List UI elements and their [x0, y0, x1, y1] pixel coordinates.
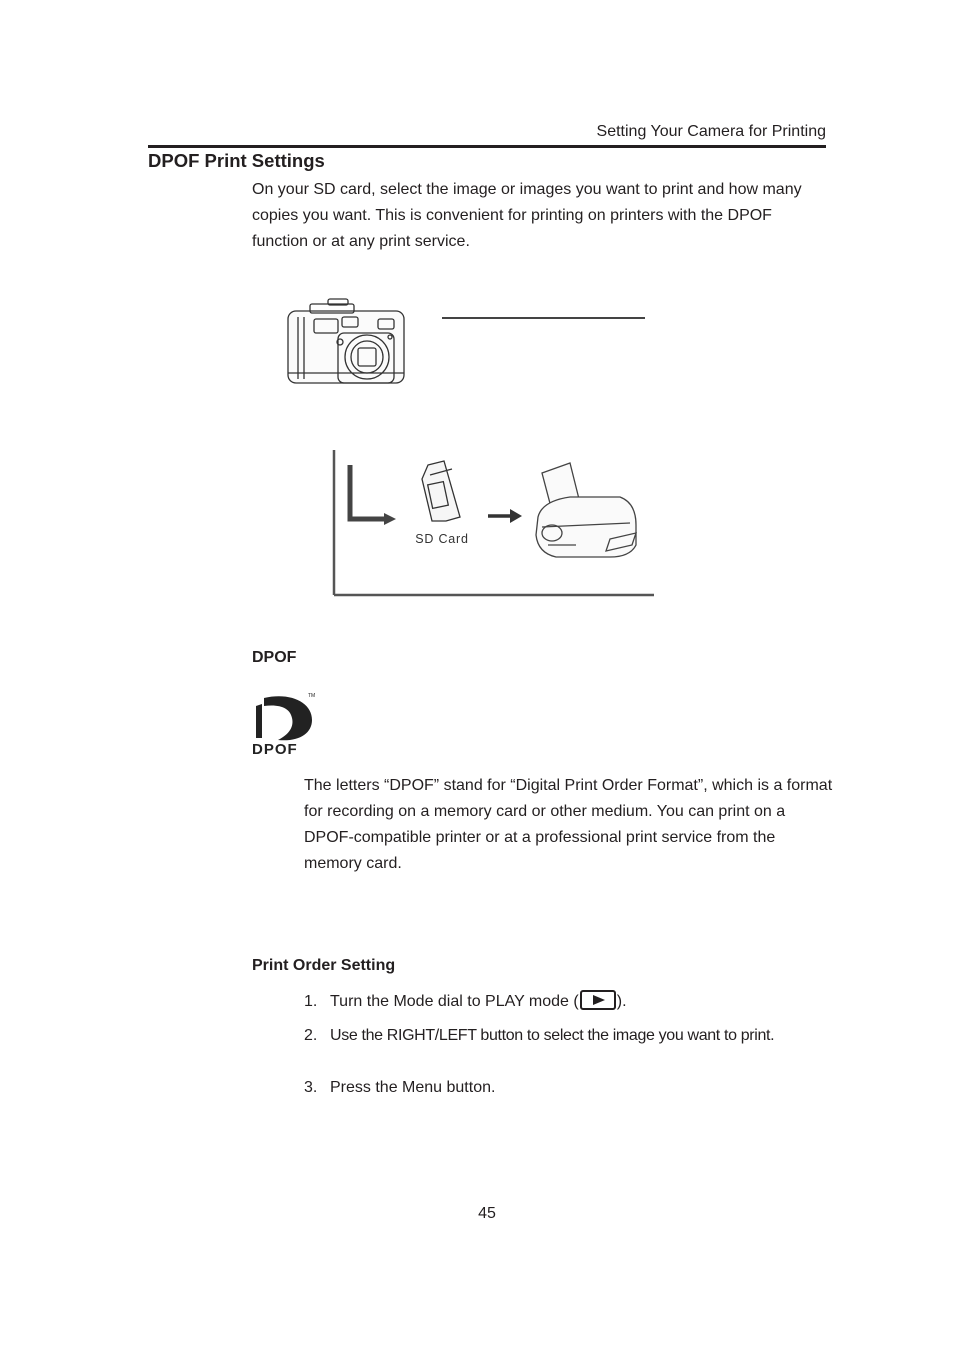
intro-paragraph: On your SD card, select the image or images you want to print and how many copies you want. This is convenient for printing on printers with the DPOF function or at any print service. [252, 181, 802, 250]
dpof-logo-text: DPOF [252, 741, 298, 758]
dpof-logo [250, 688, 316, 760]
step-text-end: ). [616, 993, 627, 1010]
sd-card-icon [422, 461, 460, 521]
arrow-right-icon [488, 509, 522, 523]
dpof-description: The letters “DPOF” stand for “Digital Print Order Format”, which is a format for recording on a memory card or other medium. You can print on a DPOF-compatible printer or at a professional print service from the memory card. [304, 777, 833, 872]
step-text: Use the RIGHT/LEFT button to select the image you want to print. [330, 1027, 775, 1044]
play-mode-icon [580, 990, 616, 1010]
page-number: 45 [478, 1205, 496, 1222]
dpof-heading: DPOF [252, 649, 297, 666]
section-title: DPOF Print Settings [148, 150, 325, 171]
running-head: Setting Your Camera for Printing [596, 123, 826, 140]
arrow-corner-icon [350, 465, 396, 525]
step-number: 1. [304, 993, 318, 1010]
camera-icon [288, 299, 404, 383]
step-text: Press the Menu button. [330, 1079, 496, 1096]
step-number: 2. [304, 1027, 318, 1044]
printing-illustration [280, 295, 660, 605]
printer-icon [536, 463, 636, 557]
step-number: 3. [304, 1079, 318, 1096]
step-text: Turn the Mode dial to PLAY mode ( [330, 993, 579, 1010]
print-order-heading: Print Order Setting [252, 957, 396, 974]
sd-card-label: SD Card [415, 532, 469, 546]
header-rule [148, 145, 826, 148]
dpof-logo-tm: TM [308, 693, 316, 699]
